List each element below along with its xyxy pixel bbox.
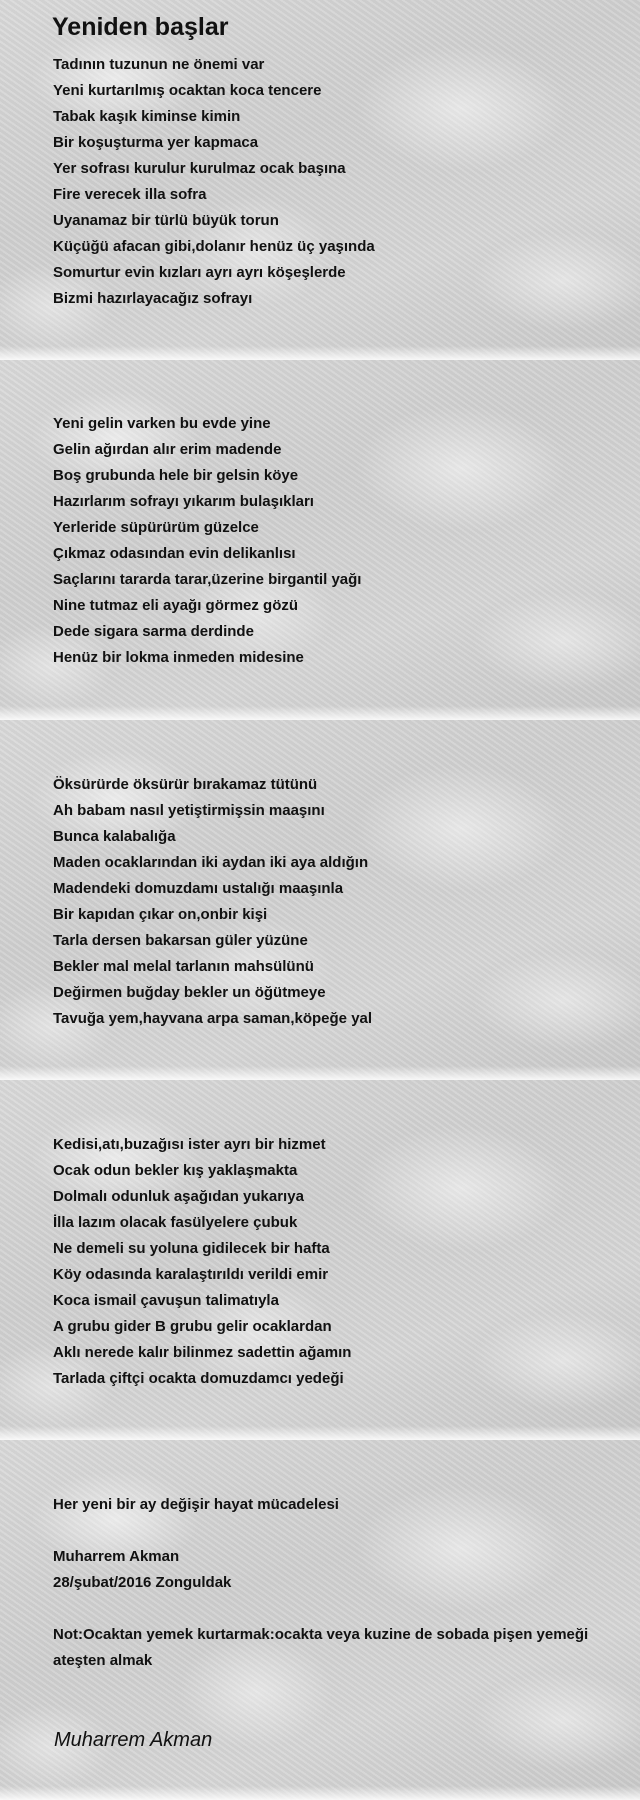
poem-panel-1 — [0, 0, 640, 360]
closing-line: Her yeni bir ay değişir hayat mücadelesi — [53, 1496, 339, 1513]
poem-panel-3 — [0, 720, 640, 1080]
poem-line: Çıkmaz odasından evin delikanlısı — [53, 545, 296, 562]
poem-panel-2 — [0, 360, 640, 720]
poem-line: Ocak odun bekler kış yaklaşmakta — [53, 1162, 298, 1179]
poem-line: Somurtur evin kızları ayrı ayrı köşeşlerde — [53, 264, 346, 281]
poem-line: Öksürürde öksürür bırakamaz tütünü — [53, 776, 318, 793]
poem-line: Tadının tuzunun ne önemi var — [53, 56, 265, 73]
poem-line: Değirmen buğday bekler un öğütmeye — [53, 984, 326, 1001]
poem-line: Yer sofrası kurulur kurulmaz ocak başına — [53, 160, 346, 177]
closing-section — [53, 1492, 593, 1674]
footnote: Not:Ocaktan yemek kurtarmak:ocakta veya kuzine de sobada pişen yemeği ateşten almak — [53, 1626, 589, 1669]
poem-line: Saçlarını tararda tarar,üzerine birgantil yağı — [53, 571, 362, 588]
place-date: 28/şubat/2016 Zonguldak — [53, 1574, 232, 1591]
poem-line: Henüz bir lokma inmeden midesine — [53, 649, 304, 666]
poem-line: Tarla dersen bakarsan güler yüzüne — [53, 932, 308, 949]
poem-panel-4 — [0, 1080, 640, 1440]
poem-line: Bir kapıdan çıkar on,onbir kişi — [53, 906, 268, 923]
poem-line: Tarlada çiftçi ocakta domuzdamcı yedeği — [53, 1370, 344, 1387]
poem-line: Maden ocaklarından iki aydan iki aya aldığın — [53, 854, 369, 871]
poem-line: Madendeki domuzdamı ustalığı maaşınla — [53, 880, 344, 897]
author-signature: Muharrem Akman — [54, 1729, 213, 1751]
poem-line: Bunca kalabalığa — [53, 828, 176, 845]
stanza-2 — [53, 411, 593, 671]
poem-line: Tavuğa yem,hayvana arpa saman,köpeğe yal — [53, 1010, 373, 1027]
poem-line: Boş grubunda hele bir gelsin köye — [53, 467, 299, 484]
poem-line: Bir koşuşturma yer kapmaca — [53, 134, 259, 151]
poem-line: Kedisi,atı,buzağısı ister ayrı bir hizmet — [53, 1136, 326, 1153]
poem-line: Küçüğü afacan gibi,dolanır henüz üç yaşında — [53, 238, 375, 255]
poem-line: Tabak kaşık kiminse kimin — [53, 108, 241, 125]
poem-title: Yeniden başlar — [52, 13, 229, 41]
poem-line: Yerleride süpürürüm güzelce — [53, 519, 259, 536]
poem-line: Bekler mal melal tarlanın mahsülünü — [53, 958, 314, 975]
poem-line: Bizmi hazırlayacağız sofrayı — [53, 290, 253, 307]
poem-line: Nine tutmaz eli ayağı görmez gözü — [53, 597, 299, 614]
stanza-4 — [53, 1132, 593, 1392]
stanza-1 — [53, 52, 593, 312]
poem-line: Hazırlarım sofrayı yıkarım bulaşıkları — [53, 493, 314, 510]
author-name: Muharrem Akman — [53, 1548, 180, 1565]
poem-line: Uyanamaz bir türlü büyük torun — [53, 212, 279, 229]
poem-line: Yeni kurtarılmış ocaktan koca tencere — [53, 82, 322, 99]
poem-line: Koca ismail çavuşun talimatıyla — [53, 1292, 279, 1309]
poem-line: Gelin ağırdan alır erim madende — [53, 441, 282, 458]
poem-line: Dede sigara sarma derdinde — [53, 623, 254, 640]
poem-line: Köy odasında karalaştırıldı verildi emir — [53, 1266, 329, 1283]
poem-line: A grubu gider B grubu gelir ocaklardan — [53, 1318, 332, 1335]
poem-line: Ah babam nasıl yetiştirmişsin maaşını — [53, 802, 325, 819]
poem-line: Yeni gelin varken bu evde yine — [53, 415, 271, 432]
poem-line: Fire verecek illa sofra — [53, 186, 207, 203]
poem-line: İlla lazım olacak fasülyelere çubuk — [53, 1214, 298, 1231]
poem-panel-5 — [0, 1440, 640, 1800]
poem-line: Aklı nerede kalır bilinmez sadettin ağamın — [53, 1344, 352, 1361]
poem-line: Dolmalı odunluk aşağıdan yukarıya — [53, 1188, 304, 1205]
poem-line: Ne demeli su yoluna gidilecek bir hafta — [53, 1240, 330, 1257]
stanza-3 — [53, 772, 593, 1032]
